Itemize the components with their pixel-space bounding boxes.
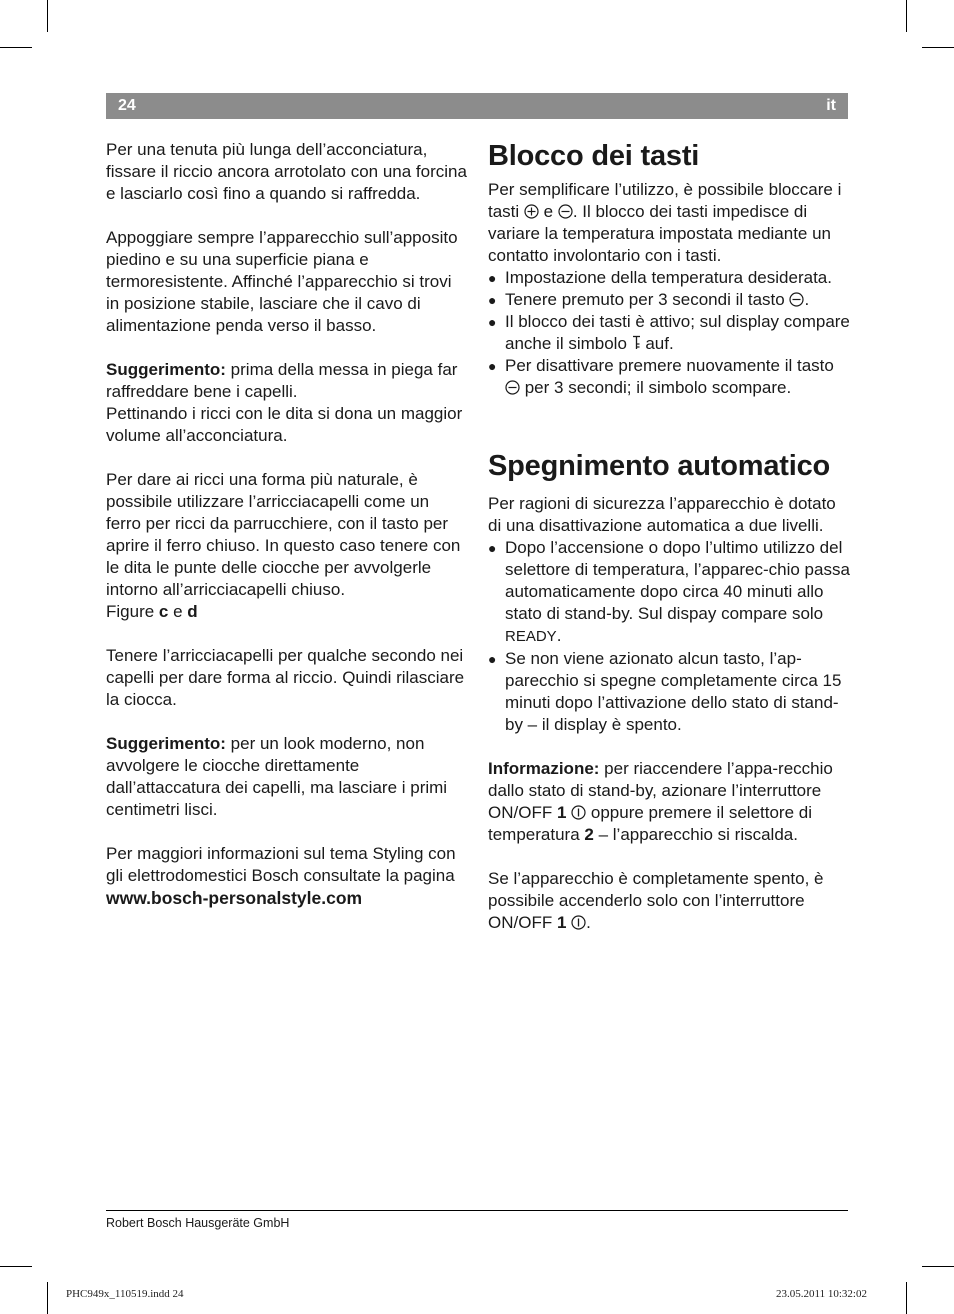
language-code: it xyxy=(826,97,836,114)
left-column xyxy=(106,139,468,909)
figure-d: d xyxy=(187,602,198,621)
text: auf. xyxy=(640,334,674,353)
paragraph: Tenere l’arricciacapelli per qualche secondo nei capelli per dare forma al riccio. Quindi rilasciare la ciocca. xyxy=(106,646,465,709)
bullet-list xyxy=(488,537,850,736)
tip-text: per un look moderno, non avvolgere le ciocche direttamente dall’attaccatura dei capelli, ma lasciare i primi centimetri lisci. xyxy=(106,734,448,819)
tip-label: Suggerimento: xyxy=(106,734,226,753)
text: . Il blocco dei tasti impedisce di variare la temperatura impostata mediante un contatto involontario con i tasti. xyxy=(488,202,832,265)
text: – l’apparecchio si riscalda. xyxy=(593,825,798,844)
figure-c: c xyxy=(158,602,169,621)
text: Dopo l’accensione o dopo l’ultimo utilizzo del selettore di temperatura, l’apparec-chio passa automaticamente dopo circa 40 minuti allo stato di stand-by. Sul dispay compare solo xyxy=(505,538,850,623)
list-item: ● Impostazione della temperatura desiderata. xyxy=(488,267,850,289)
figure-reference xyxy=(106,601,468,623)
crop-mark xyxy=(922,1266,954,1267)
minus-button-icon xyxy=(505,380,520,395)
display-ready-text: READY xyxy=(505,628,557,645)
list-item: ● Se non viene azionato alcun tasto, l’ap-parecchio si spegne completamente circa 15 minuti dopo l’attivazione dello stato di stand-by – il display è spento. xyxy=(488,648,850,736)
switch-number: 1 xyxy=(556,803,567,822)
text: per 3 secondi; il simbolo scompare. xyxy=(520,378,792,397)
text: . xyxy=(556,626,562,645)
list-item xyxy=(488,289,850,311)
paragraph xyxy=(488,179,850,267)
paragraph: Appoggiare sempre l’apparecchio sull’apposito piedino e su una superficie piana e termoresistente. Affinché l’apparecchio si trovi in posizione stabile, lasciare che il cavo di alimentazione penda verso il basso. xyxy=(106,228,458,335)
info-paragraph xyxy=(488,758,850,846)
tip-label: Suggerimento: xyxy=(106,360,226,379)
footer-rule xyxy=(106,1210,848,1211)
text: oppure premere il selettore di temperatura xyxy=(488,803,812,844)
bullet-list xyxy=(488,267,850,399)
crop-mark xyxy=(922,47,954,48)
power-on-icon xyxy=(571,805,586,820)
right-column xyxy=(488,139,850,934)
figure-and: e xyxy=(168,602,188,621)
crop-mark xyxy=(906,0,907,32)
list-item xyxy=(488,355,850,399)
key-lock-icon xyxy=(632,335,641,351)
tip-paragraph xyxy=(106,733,468,821)
page-header-bar xyxy=(106,93,848,119)
text: . xyxy=(586,913,591,932)
page-number: 24 xyxy=(118,97,136,114)
text: e xyxy=(538,202,558,221)
figure-prefix: Figure xyxy=(106,602,159,621)
power-on-icon xyxy=(571,915,586,930)
plus-button-icon xyxy=(524,204,539,219)
text: Per semplificare l’utilizzo, è possibile bloccare i tasti xyxy=(488,180,842,221)
minus-button-icon xyxy=(789,292,804,307)
crop-mark xyxy=(47,1282,48,1314)
paragraph: Per ragioni di sicurezza l’apparecchio è dotato di una disattivazione automatica a due livelli. xyxy=(488,494,836,535)
selector-number: 2 xyxy=(584,825,594,844)
paragraph xyxy=(488,868,850,934)
crop-mark xyxy=(0,1266,32,1267)
paragraph: Per dare ai ricci una forma più naturale, è possibile utilizzare l’arricciacapelli come un ferro per ricci da parrucchiere, con il tasto per aprire il ferro chiuso. In questo caso tenere con le dita le punte delle ciocche per avvolgerle intorno all’arricciacapelli chiuso. xyxy=(106,470,461,599)
print-slug-file: PHC949x_110519.indd 24 xyxy=(66,1288,184,1300)
paragraph: Per maggiori informazioni sul tema Styling con gli elettrodomestici Bosch consultate la pagina xyxy=(106,844,456,885)
text: Se l’apparecchio è completamente spento, è possibile accenderlo solo con l’interruttore ON/OFF xyxy=(488,869,824,932)
text: . xyxy=(804,290,810,309)
text: Per disattivare premere nuovamente il tasto xyxy=(505,356,834,375)
section-heading-auto-off: Spegnimento automatico xyxy=(488,450,831,482)
list-item xyxy=(488,537,850,648)
paragraph: Pettinando i ricci con le dita si dona un maggior volume all’acconciatura. xyxy=(106,404,463,445)
info-label: Informazione: xyxy=(488,759,600,778)
text: Il blocco dei tasti è attivo; sul display compare anche il simbolo xyxy=(505,312,850,353)
list-item xyxy=(488,311,850,355)
crop-mark xyxy=(0,47,32,48)
text: per riaccendere l’appa-recchio dallo stato di stand-by, azionare l’interruttore ON/OFF xyxy=(488,759,833,822)
section-heading-key-lock: Blocco dei tasti xyxy=(488,140,700,172)
print-slug-date: 23.05.2011 10:32:02 xyxy=(776,1288,867,1300)
crop-mark xyxy=(47,0,48,32)
minus-button-icon xyxy=(558,204,573,219)
website-link[interactable]: www.bosch-personalstyle.com xyxy=(106,888,363,908)
tip-paragraph xyxy=(106,359,468,403)
switch-number: 1 xyxy=(556,913,567,932)
crop-mark xyxy=(906,1282,907,1314)
tip-text: prima della messa in piega far raffreddare bene i capelli. xyxy=(106,360,458,401)
footer-company: Robert Bosch Hausgeräte GmbH xyxy=(106,1216,290,1230)
text: Tenere premuto per 3 secondi il tasto xyxy=(505,290,790,309)
paragraph: Per una tenuta più lunga dell’acconciatura, fissare il riccio ancora arrotolato con una forcina e lasciarlo così fino a quando si raffredda. xyxy=(106,140,467,203)
